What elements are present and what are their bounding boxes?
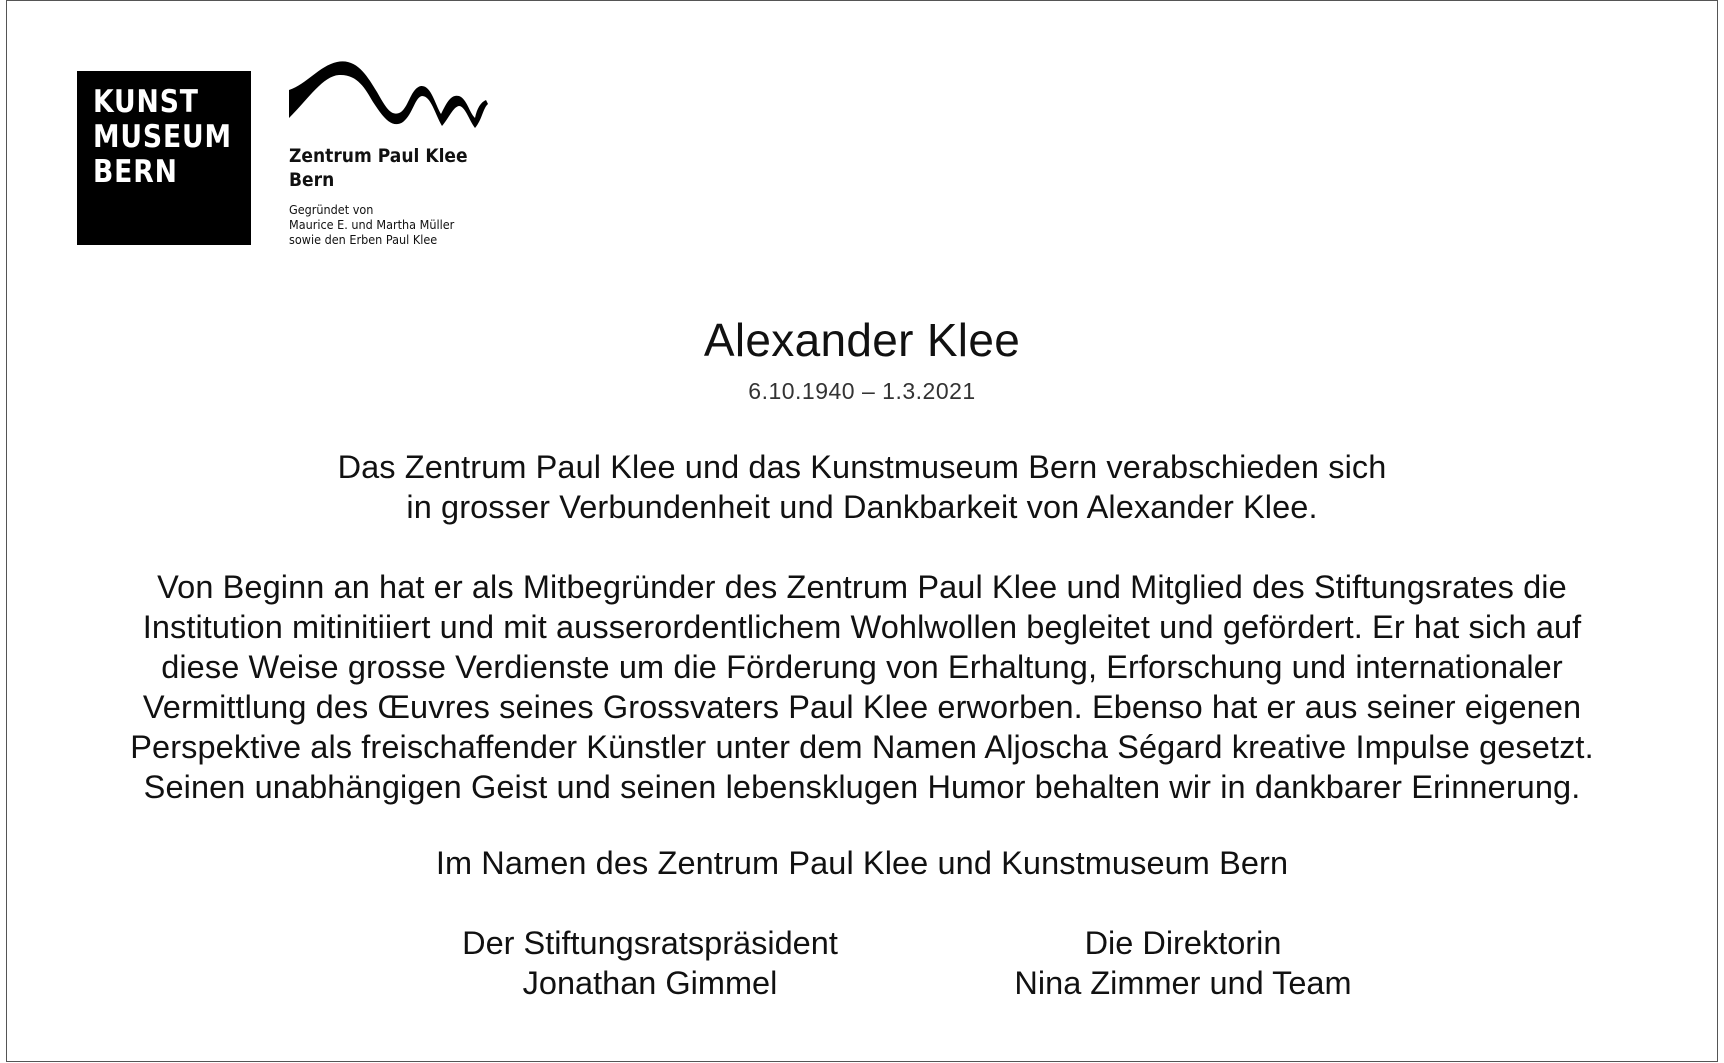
text-line: Institution mitinitiiert und mit ausserordentlichem Wohlwollen begleitet und gefördert. Er hat sich auf [142, 609, 1582, 645]
zpk-founded-note [289, 202, 454, 247]
zpk-name [289, 144, 468, 192]
text-line: Von Beginn an hat er als Mitbegründer des Zentrum Paul Klee und Mitglied des Stiftungsrates die [157, 569, 1567, 605]
life-dates: 6.10.1940 – 1.3.2021 [748, 378, 976, 404]
closing-line: Im Namen des Zentrum Paul Klee und Kunstmuseum Bern [435, 845, 1289, 881]
text-line: in grosser Verbundenheit und Dankbarkeit von Alexander Klee. [406, 489, 1318, 525]
text-line: diese Weise grosse Verdienste um die Förderung von Erhaltung, Erforschung und internationaler [161, 649, 1563, 685]
intro-paragraph [0, 447, 1724, 527]
zentrum-paul-klee-logo [289, 58, 489, 258]
text-line: Das Zentrum Paul Klee und das Kunstmuseum Bern verabschieden sich [337, 449, 1387, 485]
zpk-name-line: Bern [289, 169, 335, 191]
logo-line: KUNST [93, 84, 199, 120]
kunstmuseum-bern-logo [77, 71, 251, 245]
page-border [6, 0, 1718, 1062]
deceased-name: Alexander Klee [703, 314, 1021, 366]
signature-right [933, 923, 1433, 1003]
text-line: Vermittlung des Œuvres seines Grossvaters Paul Klee erworben. Ebenso hat er aus seiner eigenen [142, 689, 1582, 725]
founded-line: Maurice E. und Martha Müller [289, 217, 455, 232]
body-paragraph [0, 567, 1724, 807]
signature-role: Die Direktorin [1084, 925, 1282, 961]
text-line: Seinen unabhängigen Geist und seinen lebensklugen Humor behalten wir in dankbarer Erinnerung. [143, 769, 1581, 805]
logo-line: BERN [93, 154, 178, 190]
logo-line: MUSEUM [93, 119, 232, 155]
founded-line: sowie den Erben Paul Klee [289, 232, 438, 247]
signature-name: Nina Zimmer und Team [1014, 965, 1352, 1001]
founded-line: Gegründet von [289, 202, 374, 217]
wave-signature-icon [289, 58, 489, 140]
signature-name: Jonathan Gimmel [522, 965, 778, 1001]
text-line: Perspektive als freischaffender Künstler unter dem Namen Aljoscha Ségard kreative Impulse gesetzt. [130, 729, 1594, 765]
signature-left [400, 923, 900, 1003]
signature-role: Der Stiftungsratspräsident [462, 925, 838, 961]
zpk-name-line: Zentrum Paul Klee [289, 145, 468, 167]
